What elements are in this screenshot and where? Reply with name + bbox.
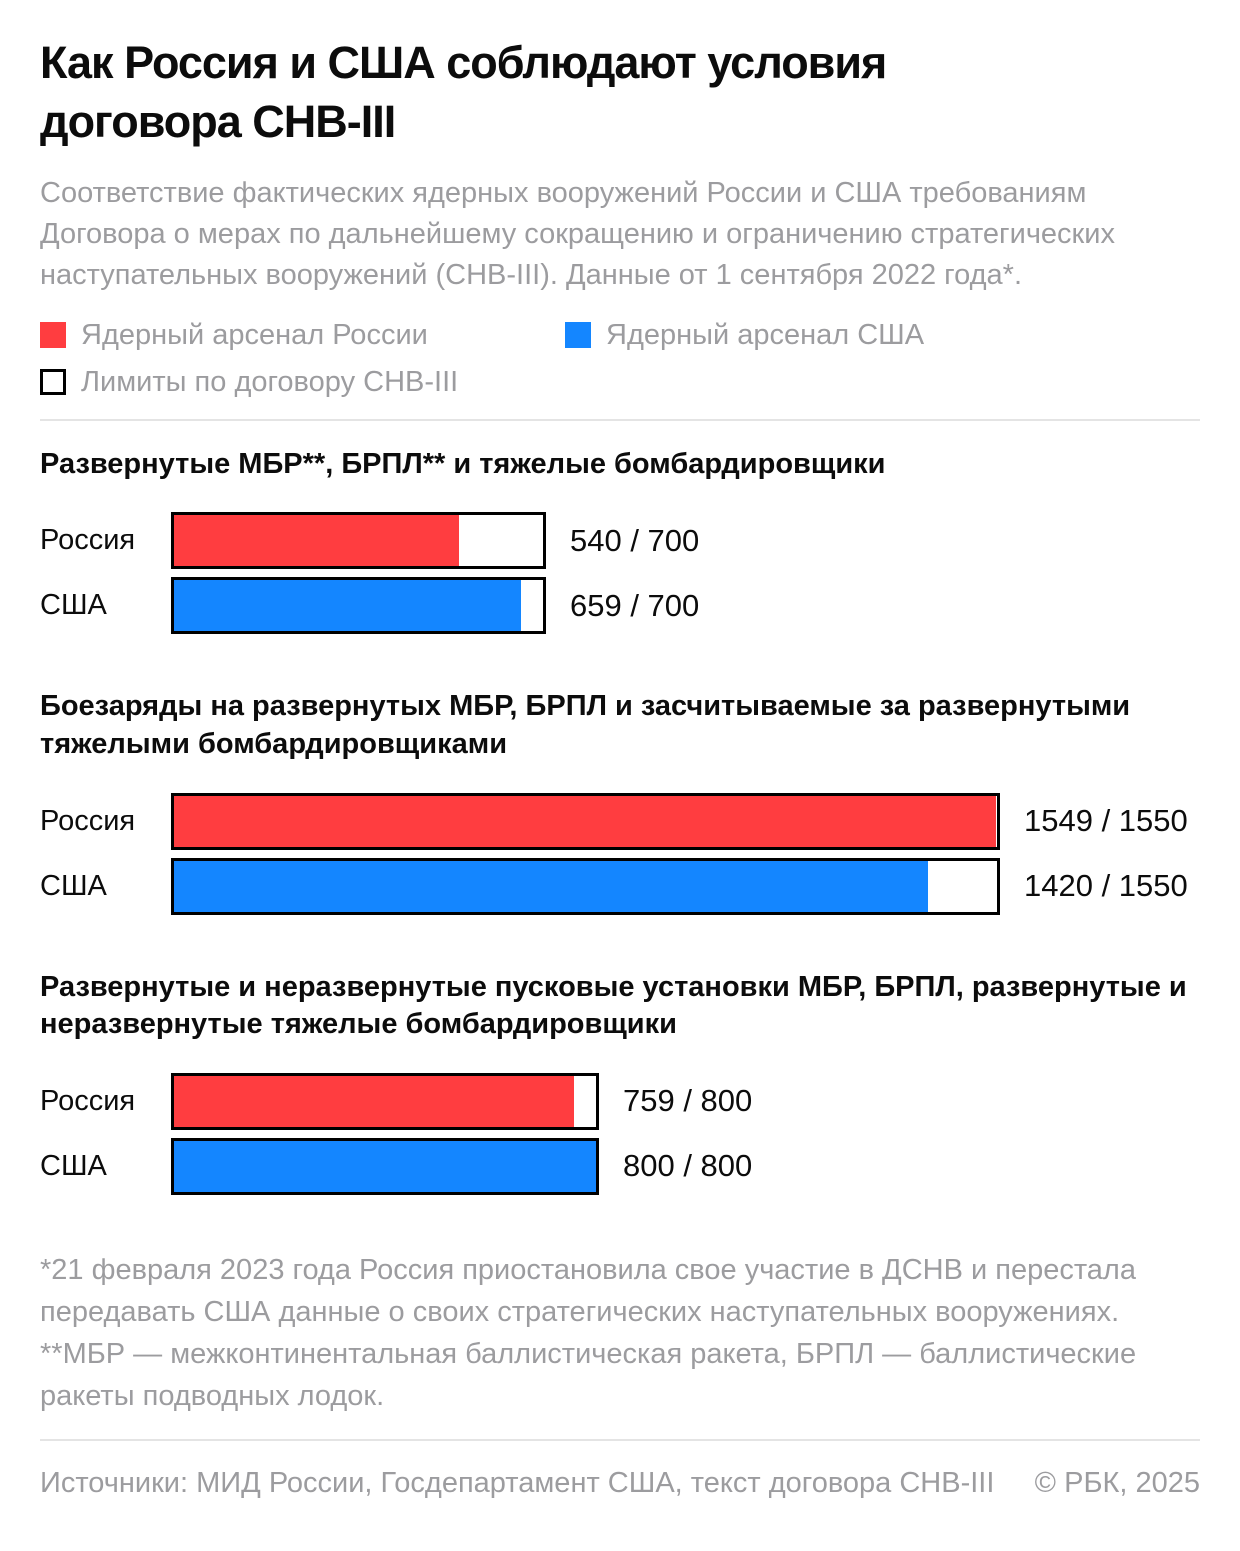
section-title: Развернутые МБР**, БРПЛ** и тяжелые бомбардировщики bbox=[40, 447, 886, 480]
bar-row-russia bbox=[40, 512, 1200, 569]
bar-country-label: США bbox=[40, 869, 107, 902]
bars-group bbox=[40, 1073, 1200, 1195]
chart-section-3 bbox=[40, 969, 1200, 1195]
bar-value-label: 659 / 700 bbox=[570, 587, 700, 623]
bar-row-usa bbox=[40, 858, 1200, 915]
legend bbox=[40, 319, 1200, 399]
usa-bar-fill bbox=[174, 580, 521, 631]
limit-track bbox=[171, 793, 1000, 850]
russia-bar-fill bbox=[174, 1076, 574, 1127]
bar-row-russia bbox=[40, 793, 1200, 850]
bar-row-usa bbox=[40, 1138, 1200, 1195]
legend-divider bbox=[40, 419, 1200, 421]
page-subtitle: Соответствие фактических ядерных вооружений России и США требованиям Договора о мерах по дальнейшему сокращению и ограничению стратегических наступательных вооружений (СНВ-III). Данные от 1 сентября 2022 года*. bbox=[40, 177, 1115, 292]
bar-country-label: Россия bbox=[40, 1084, 136, 1117]
bar-value-label: 540 / 700 bbox=[570, 522, 700, 558]
bar-country-label: Россия bbox=[40, 804, 136, 837]
legend-label: Ядерный арсенал России bbox=[81, 318, 428, 351]
footer-sources: Источники: МИД России, Госдепартамент США, текст договора СНВ-III bbox=[40, 1467, 995, 1500]
legend-label: Ядерный арсенал США bbox=[606, 318, 925, 351]
footer-copyright: © РБК, 2025 bbox=[1034, 1467, 1200, 1500]
bar-row-usa bbox=[40, 577, 1200, 634]
russia-bar-fill bbox=[174, 515, 459, 566]
bar-country-label: США bbox=[40, 1149, 107, 1182]
russia-swatch-icon bbox=[40, 322, 66, 348]
usa-swatch-icon bbox=[565, 322, 591, 348]
bars-group bbox=[40, 793, 1200, 915]
bar-value-label: 1549 / 1550 bbox=[1024, 803, 1188, 839]
russia-bar-fill bbox=[174, 796, 996, 847]
legend-label: Лимиты по договору СНВ-III bbox=[81, 365, 459, 398]
section-title: Развернутые и неразвернутые пусковые установки МБР, БРПЛ, развернутые и неразвернутые тяжелые бомбардировщики bbox=[40, 970, 1187, 1041]
legend-item-2 bbox=[565, 319, 1065, 352]
bar-value-label: 800 / 800 bbox=[623, 1148, 753, 1184]
section-title: Боезаряды на развернутых МБР, БРПЛ и засчитываемые за развернутыми тяжелыми бомбардировщиками bbox=[40, 690, 1131, 760]
limit-track bbox=[171, 577, 546, 634]
legend-item-3 bbox=[40, 366, 1200, 399]
limit-swatch-icon bbox=[40, 369, 66, 395]
limit-track bbox=[171, 1073, 599, 1130]
page-title: Как Россия и США соблюдают условия договора СНВ-III bbox=[40, 37, 887, 147]
bar-value-label: 1420 / 1550 bbox=[1024, 868, 1188, 904]
bar-country-label: Россия bbox=[40, 524, 136, 557]
legend-item-1 bbox=[40, 319, 565, 352]
chart-section-1 bbox=[40, 446, 1200, 635]
sections bbox=[40, 446, 1200, 1195]
bar-value-label: 759 / 800 bbox=[623, 1083, 753, 1119]
footer bbox=[40, 1441, 1200, 1500]
chart-section-2 bbox=[40, 688, 1200, 914]
usa-bar-fill bbox=[174, 1141, 596, 1192]
footnote: *21 февраля 2023 года Россия приостановила свое участие в ДСНВ и перестала передавать США данные о своих стратегических наступательных вооружениях. **МБР — межконтинентальная баллистическая ракета, БРПЛ — баллистические ракеты подводных лодок. bbox=[40, 1253, 1137, 1413]
bar-country-label: США bbox=[40, 589, 107, 622]
bars-group bbox=[40, 512, 1200, 634]
limit-track bbox=[171, 1138, 599, 1195]
usa-bar-fill bbox=[174, 861, 928, 912]
bar-row-russia bbox=[40, 1073, 1200, 1130]
limit-track bbox=[171, 512, 546, 569]
limit-track bbox=[171, 858, 1000, 915]
